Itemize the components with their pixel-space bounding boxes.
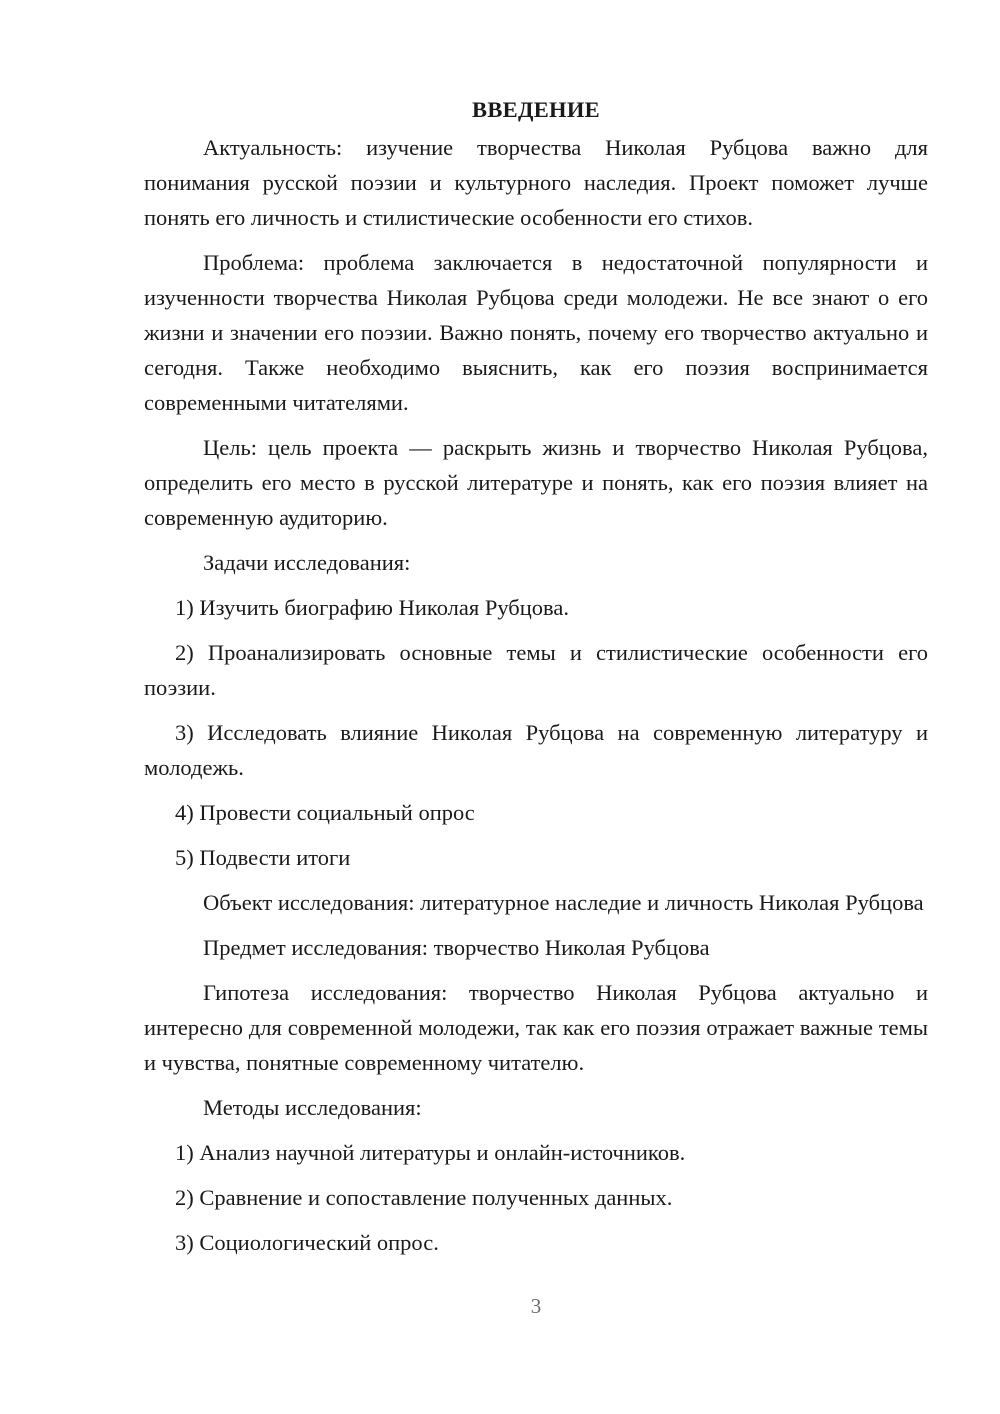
method-item: 1) Анализ научной литературы и онлайн-источников. (175, 1140, 686, 1165)
paragraph-problem: Проблема: проблема заключается в недостаточной популярности и изученности творчества Николая Рубцова среди молодежи. Не все знают о его жизни и значении его поэзии. Важно понять, почему его творчество актуально и сегодня. Также необходимо выяснить, как его поэзия воспринимается современными читателями. (144, 250, 928, 415)
task-item: 5) Подвести итоги (175, 845, 351, 870)
document-page (144, 92, 928, 1270)
paragraph-hypothesis: Гипотеза исследования: творчество Николая Рубцова актуально и интересно для современной молодежи, так как его поэзия отражает важные темы и чувства, понятные современному читателю. (144, 980, 928, 1075)
paragraph-goal: Цель: цель проекта — раскрыть жизнь и творчество Николая Рубцова, определить его место в русской литературе и понять, как его поэзия влияет на современную аудиторию. (144, 435, 928, 530)
method-item: 2) Сравнение и сопоставление полученных данных. (175, 1185, 673, 1210)
paragraph-relevance: Актуальность: изучение творчества Николая Рубцова важно для понимания русской поэзии и культурного наследия. Проект поможет лучше понять его личность и стилистические особенности его стихов. (144, 135, 928, 230)
paragraph-subject: Предмет исследования: творчество Николая Рубцова (203, 935, 710, 960)
task-item: 1) Изучить биографию Николая Рубцова. (175, 595, 569, 620)
page-title: ВВЕДЕНИЕ (472, 97, 600, 122)
task-item: 3) Исследовать влияние Николая Рубцова на современную литературу и молодежь. (144, 720, 928, 780)
methods-heading: Методы исследования: (203, 1095, 422, 1120)
paragraph-object: Объект исследования: литературное наследие и личность Николая Рубцова (203, 890, 924, 915)
tasks-heading: Задачи исследования: (203, 550, 411, 575)
task-item: 2) Проанализировать основные темы и стилистические особенности его поэзии. (144, 640, 928, 700)
task-item: 4) Провести социальный опрос (175, 800, 475, 825)
method-item: 3) Социологический опрос. (175, 1230, 439, 1255)
page-number: 3 (530, 1294, 542, 1318)
